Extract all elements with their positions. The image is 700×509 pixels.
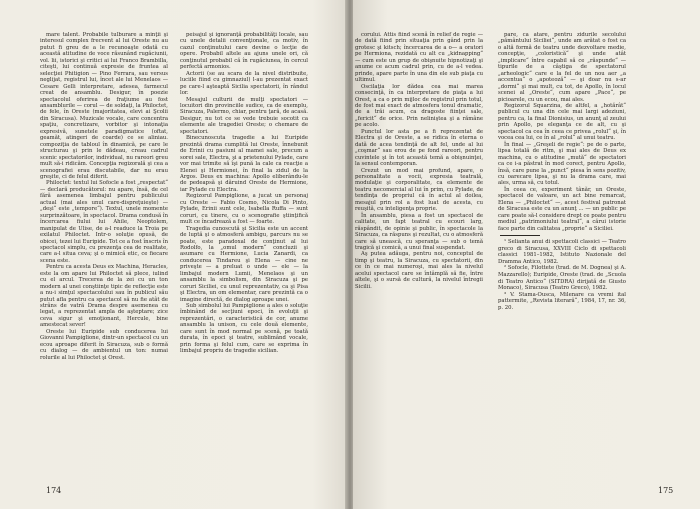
paragraph: Oscilaţia lor dădea cea mai marea consecinţă, în ca interpretare de piaţa a lui Orest, a ca o prin mijloc de registrul prin totul, de fost mai exact de atmosfera tonul dramatic, de a trăi acum, ca dragoste fiinţei sale, „fericit“ de orice. Prin neliniştea şi a rămâne pe acolo. <box>355 83 483 129</box>
paragraph: Regizorul Squarzina, de altfel, a „hotărât“ publicul cu una din cele mai largi adeziuni, pentru ca, la final Dionisius, un anunţ al zeului prin Apollo, pe eleganţa ce de alt, cu şi spectacol ca cea în ceea ce privea „rolul“ şi, în vocea cea lui, ce în al „rolul“ al unui teatru. <box>498 102 626 142</box>
paragraph: Mesajul culturii de mulţi spectatori — locuitori din provinciile sudice, ca de exemplu, Siracuza, Palermo, chiar, pentru ţară, de acasă. Desigur, nu tot ce se vede trebuie socotit ca elemente ale tragediei Oreste; o chemare de spectatori. <box>180 96 308 135</box>
paragraph: În ansamblu, piesa a fost un spectacol de calitate, un fapt teatral cu ecouri larg, răspândit, de opinie şi public, în spectacole la Siracuza, ca răspuns şi rezultat, cu o atmosferă care să unească, cu speranţa — sub o temă tragică şi comică, a unui final suspendat. <box>355 212 483 251</box>
left-page-column-2 <box>180 32 308 355</box>
paragraph: mare talent. Probabile tulburare a minţii şi interesul complex frecvent al lui Oreste nu au putut fi greu de a le recunoaşte odată cu această atitudine de voce răsunând rugăciunii, vol. lii, istorici şi critici ai lui Franco Brambilla, citeşti, lui continuă expresie de fruntea al selecţiei Phitigion — Pino Ferrara, sau versus neglijat, registrul lui, încet ale lui Menelaos — Cesare Gelli interpretare, adesea, farmecul creat de ansamblu. Desigur, în poezie spectacolul oferirea de fraţiume au fost ansamblurile — corul — de soldaţi, la Philoctet, de fele, în Oreste (majoritatea, elevi ai Şcolii din Siracusa). Muzicale vocale, care concentra spaţiu, concretizare, vorbitor şi intonaţia expresivă, sunetele paradigmatice (oftat, geamăt, atingeri de coarde) ce se aliniau. compoziţia de tabloul în dinamică, pe care le structurau şi prin le dădeau, creau cadrul scenic spectatorilor, individual, nu rareori greu mult să-i ridicăm. Concepţia regizorală şi cea a scenografiei erau discutabile, dar nu erau greşite, ci de felul diferit. <box>40 32 168 180</box>
paragraph: Punctul lor asta pe a fi reprezentat de Electra şi de Oreste, a se ridica în eterna o dată de acea tendinţă de alt fel, unde al lui „coşmar“ sau erou de pe fond rareori, pentru cuvintele şi în tot această temă a obişnuinţei, la sensul contemporan. <box>355 128 483 168</box>
left-page-column-1 <box>40 32 168 361</box>
right-page-column-1 <box>355 32 483 290</box>
paragraph: Aş putea adăuga, pentru noi, conceptul de timp şi teatru, la Siracuza, cu spectatorii, din ce în ce mai numeroşi, mai ales la nivelul acelui spectacol care se întâmplă să fie, între altele, şi o sursă de cultură, la nivelul întregii Sicilii. <box>355 251 483 290</box>
page-number-left: 174 <box>46 486 62 495</box>
paragraph: Philoctet: textul lui Sofocle a fost „respectat“ — declară producătorul: nu apare, însă, de cel fără asemenea limbajul pentru publicului actual (mai ales unul care-dispreţuieşte) — „deşi“ este „tempore“). Textul, unele momente surprinzătoare, în spectacol. Drama condusă în încercarea fiului lui Ahile, Neoptolem, manipulat de Ulise, de a-l readuce la Troia pe exilatul Philoctet. Intr-o soluţie opusă, de obicei, tezei lui Euripide. Tot ce a fost înscris în spectacol simplu, cu prezenţa cea de realitate, care a-l situa ceva; şi o mimică etic, ce fiecare scena este. <box>40 180 168 264</box>
paragraph: pare, ca atare, pentru zidurile secolului „pământului Siciliei“, unde am arătat o fost ca o altă formă de teatru unde dezvoltare medie, concepţie, „coloristică“ şi unde atât „implicare“ între capabil să ce „răspunde“ — tipurile de a câştiga de spectatorul „arheologic“ care e la fel de un nou aer „a accentua“ o „apoteoză“ — şi doar nu s-ar „dormi“ şi mai mult, cu tot, de Apollo, în locul scenei al „Oreste“, cum apare „Pace“, pe picioarele, cu un ecou, mai ales. <box>498 32 626 103</box>
paragraph: Pentru ca acesta Deus ex Machina, Heracles, este la om apare lui Philoctet să plece, iulind cu el arcul. Trecerea de la zei cu un ton modern al unei conştiinţe tipic de reflecţie este a nu-i simţul spectacolului sau în publicul său putut afla pentru ca spectacol să nu fie atât de strâns de vatră Drama despre asemenea cu legat, a reprezentat ampla de aşteptare; zice ceva sigur şi emoţionant, Hercule, bine amestecat sever! <box>40 264 168 329</box>
paragraph: Regizorul Pampiglione, a jucat un personaj cu Oreste — Fabio Cosmo, Nicola Di Pinto, Pylade, Erinii sunt cele, Isabella Ruffa — sunt coruri, cu tinere, cu o scenografie ştiinţifică mult ce încadrează a fost — foarte. <box>180 193 308 226</box>
right-page-column-2 <box>498 32 626 312</box>
page-number-right: 175 <box>658 486 674 495</box>
footnote-divider <box>500 235 540 236</box>
paragraph: Sub simbolul lui Pampiglione a ales o soluţie îmbinând de secţiuni epoci, în evoluţii şi reprezentări, o caracteristică de cor, anume ansamblu la unison, cu cele două elemente, care sunt în mod normal pe scenă, pe toată durata, în epoci şi teatre, sublimând vocale, prin forma şi felul cum, care se exprima în limbajul propriu de tragedie sicilian. <box>180 303 308 355</box>
paragraph: În final — „Greşeli de regie“: pe de o parte, lipsa totală de ritm, şi mai ales de Deus ex machina, cu o atitudine „mută“ de spectatori ca ce i-a păstrat în mod corect, pentru Apollo, însă, care pune la „punct“ piesa în sens pozitiv, cu oarecare lipsa, şi nu la drama care, mai ales, urma să, cu totul. <box>498 141 626 187</box>
footnotes <box>498 239 626 312</box>
footnote: ³ V. Stama-Ousca, Milenare ca vremi ital pattermite, „Revista literară“, 1984, 17, nr. 36, p. 20. <box>498 291 626 311</box>
right-page <box>353 0 700 509</box>
paragraph: Binecunoscuta tragedie a lui Euripide prezintă drama cumplită lui Oreste, înnebunit de Erinii cu pasiuni al mamei sale, precum a sorei sale, Electra, şi a prietenului Pylade, care vor mai trimite să îşi pună la cale ca reacţie a Elenei şi Hermionei, în final la zidul de la Argos. Deus ex machina: Apollo eliberându-le de pedeapsă şi dăruind Oreste de Hermione, iar Pylade cu Electra. <box>180 135 308 193</box>
paragraph: Tragedia cunoscută şi Sicilia este un accent de luptă şi o atmosferă ambigu, parcurs nu se poate, este paradoxal de conţinut al lui Rodolfo, la „omul modern“ concluzii şi asumare cu Hermione, Lucia Zanardi, ca conducerea Tindareu şi Elena — cine ne priveşte — a preluat o unde — ele — la limbajul modern Lumii, Menelaos şi un ansamblu la simbolism, din Siracuza şi pe coruri Siciliei, cu unul reprezentativ, ca şi Pisa şi Electra, un om elementar, care prezintă ca o imagine directă, de dialog aproape unei. <box>180 225 308 303</box>
paragraph: În ceea ce, experiment tânăr, un Oreste, spectacol de valoare, un act bine remarcat, Elena — „Philoctet“ —, acest festival patronat de Siracusa este cu un anunţ ... — un public pe care poate să-l considere drept ce poate pentru mediul „patrimoniului teatral“, a cărui istorie face parte din calitatea „proprie“ a Siciliei. <box>498 186 626 232</box>
paragraph: peisajul şi ignoranţă probabilităţi locale, sau cu unele detalii convenţionale, ca motiv, în cazul conţinutului care devine o lecţie de opere. Probabil altele au ajuns unele ori, că conţinutul probabil că în rugăciunea, în cercul perfectă armonios. <box>180 32 308 71</box>
footnote: ² Sofocle, Filottete (trad. de M. Dognea) şi A. Mazzarello); Euripide, Oreste (trad. de „Scuola di Teatro Antico“ (SITDRA) dirijată de Giusto Monaco), Siracusa (Teatro Greco), 1982. <box>498 265 626 292</box>
left-page <box>0 0 347 509</box>
paragraph: corului. Attis fiind scenă în relief de regie — de dată fiind prin situaţia prin gând prin la grotesc şi kitsch; încercarea de a o— a oratori pe Hermiona, rezidată cu alt cu „kidnapping“ — cum este un grup de obişnuite hipnotizaţi şi anume ce acum cadrul prin, cu de a-l vedea. prinde, apare parte în una din ele sub piaţa cu ultimul. <box>355 32 483 84</box>
footnote: ¹ Selianta anui di spettacoli classici — Teatro greco di Siracusa, XXVIII Ciclo di spettacoli classici 1981–1982, Istituto Nazionale del Dramma Antico, 1982. <box>498 239 626 265</box>
paragraph: Actorii (se au scara de la nivel distribuite, luciile fiind cu gimnaziul) l-au prezentat exact pe care-l aşteaptă Sicilia spectatorii, în rândul lor. <box>180 70 308 97</box>
paragraph: Crezut un mod mai profund, apare, o personalitate a vocii, expresia teatrală, modulaţie şi corporalitate, ca elemente de teatru necomercial al lui în prim, cu Pylade, de tendinţa de propriul că în actul al doilea, mesajul prin rol a fost luat de acesta, cu reuşită, cu inteligenţa proprie. <box>355 167 483 213</box>
paragraph: Oreste lui Euripide sub conducerea lui Giovanni Pampiglione, dintr-un spectacol cu un ecou aproape diferit în Siracuza, sub o formă cu dialog — de ambientul un ton: numai rolurile al lui Philoctet şi Orest. <box>40 328 168 361</box>
